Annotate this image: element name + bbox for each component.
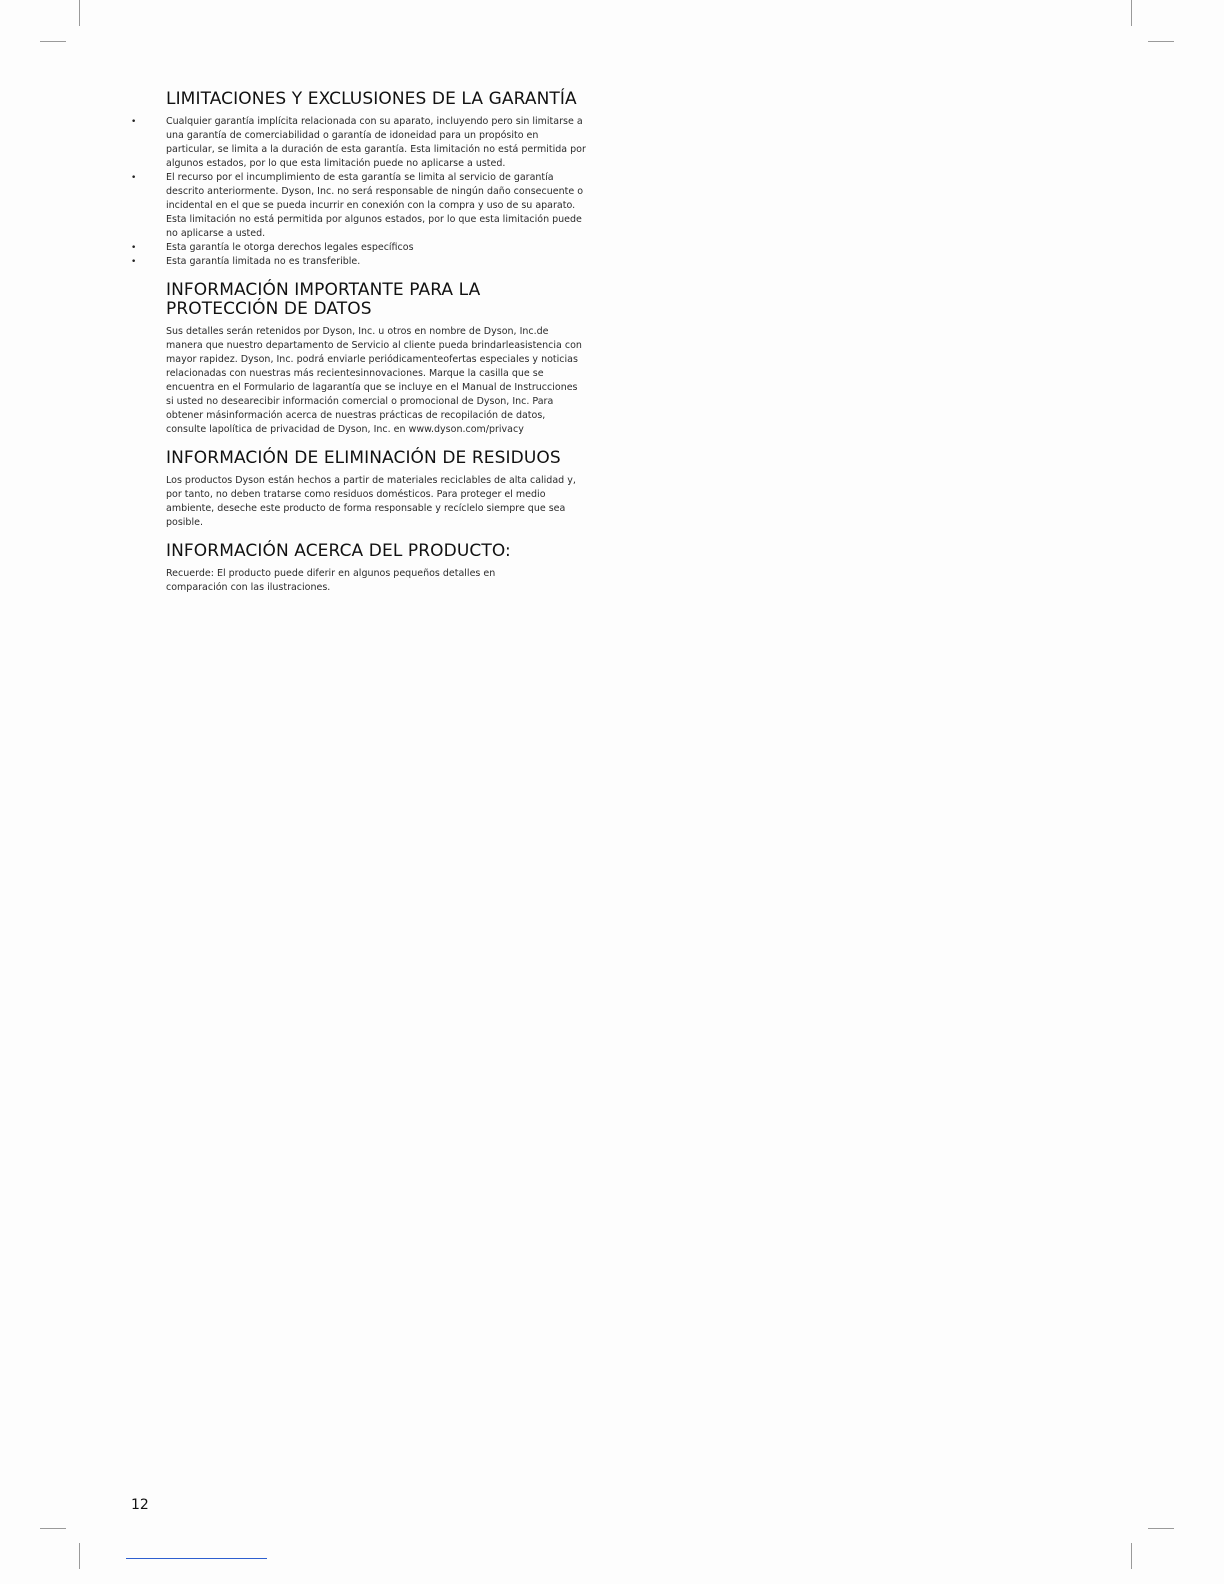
warranty-limitations-section bbox=[131, 89, 586, 269]
section-heading: LIMITACIONES Y EXCLUSIONES DE LA GARANTÍA bbox=[166, 89, 577, 109]
list-item: • El recurso por el incumplimiento de esta garantía se limita al servicio de garantía descrito anteriormente. Dyson, Inc. no será responsable de ningún daño consecuente o incidental en el que se pueda incurrir en conexión con la compra y uso de su aparato. Esta limitación no está permitida por algunos estados, por lo que esta limitación puede no aplicarse a usted. bbox=[131, 172, 584, 239]
list-item: • Esta garantía le otorga derechos legales específicos bbox=[131, 242, 414, 253]
section-body: Recuerde: El producto puede diferir en algunos pequeños detalles en comparación con las ilustraciones. bbox=[166, 568, 496, 593]
bullet-icon: • bbox=[131, 243, 137, 253]
section-heading: INFORMACIÓN ACERCA DEL PRODUCTO: bbox=[166, 541, 511, 561]
waste-disposal-section bbox=[166, 449, 586, 530]
section-heading: INFORMACIÓN DE ELIMINACIÓN DE RESIDUOS bbox=[166, 448, 561, 468]
bullet-icon: • bbox=[131, 173, 137, 183]
section-heading: INFORMACIÓN IMPORTANTE PARA LA PROTECCIÓN DE DATOS bbox=[166, 280, 481, 319]
section-body: Los productos Dyson están hechos a partir de materiales reciclables de alta calidad y, por tanto, no deben tratarse como residuos domésticos. Para proteger el medio ambiente, deseche este producto de forma responsable y recíclelo siempre que sea posible. bbox=[166, 475, 576, 528]
crop-mark-bottom-left-vertical bbox=[79, 1543, 80, 1569]
crop-mark-bottom-right-vertical bbox=[1131, 1543, 1132, 1569]
list-item: • Cualquier garantía implícita relacionada con su aparato, incluyendo pero sin limitarse a una garantía de comerciabilidad o garantía de idoneidad para un propósito en particular, se limita a la duración de esta garantía. Esta limitación no está permitida por algunos estados, por lo que esta limitación puede no aplicarse a usted. bbox=[131, 116, 586, 169]
crop-mark-top-left-vertical bbox=[79, 0, 80, 26]
bullet-icon: • bbox=[131, 117, 137, 127]
bullet-list bbox=[131, 115, 586, 269]
crop-mark-bottom-left-horizontal bbox=[40, 1528, 66, 1529]
crop-mark-top-right-vertical bbox=[1131, 0, 1132, 26]
footer-rule bbox=[126, 1558, 267, 1559]
page-number: 12 bbox=[131, 1497, 149, 1513]
crop-mark-top-right-horizontal bbox=[1148, 41, 1174, 42]
product-information-section bbox=[166, 542, 586, 595]
crop-mark-top-left-horizontal bbox=[40, 41, 66, 42]
data-protection-section bbox=[166, 281, 586, 437]
bullet-icon: • bbox=[131, 257, 137, 267]
crop-mark-bottom-right-horizontal bbox=[1148, 1528, 1174, 1529]
list-item: • Esta garantía limitada no es transferible. bbox=[131, 256, 361, 267]
document-body bbox=[131, 89, 586, 607]
section-body: Sus detalles serán retenidos por Dyson, Inc. u otros en nombre de Dyson, Inc.de manera que nuestro departamento de Servicio al cliente pueda brindarleasistencia con mayor rapidez. Dyson, Inc. podrá enviarle periódicamenteofertas especiales y noticias relacionadas con nuestras más recientesinnovaciones. Marque la casilla que se encuentra en el Formulario de lagarantía que se incluye en el Manual de Instrucciones si usted no desearecibir información comercial o promocional de Dyson, Inc. Para obtener másinformación acerca de nuestras prácticas de recopilación de datos, consulte lapolítica de privacidad de Dyson, Inc. en www.dyson.com/privacy bbox=[166, 326, 582, 435]
